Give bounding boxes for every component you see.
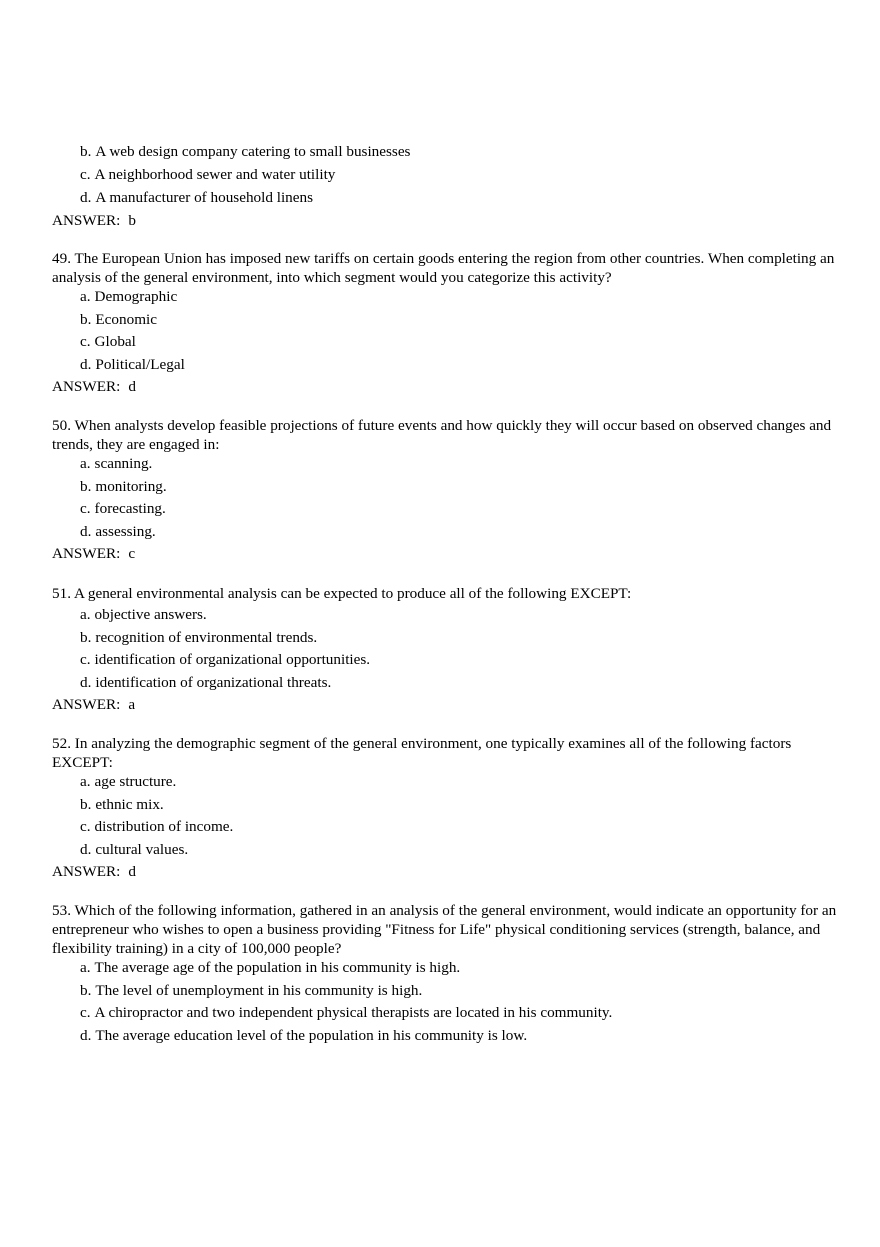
option-b bbox=[80, 795, 842, 814]
option-c bbox=[80, 817, 842, 836]
option-letter: c. bbox=[80, 333, 91, 350]
option-letter: a. bbox=[80, 288, 91, 305]
question-stem bbox=[52, 584, 842, 603]
option-text: objective answers. bbox=[94, 606, 207, 623]
option-letter: b. bbox=[80, 795, 92, 813]
answer-value: b bbox=[128, 212, 136, 229]
option-d bbox=[80, 1026, 842, 1045]
answer bbox=[52, 862, 842, 881]
option-text: cultural values. bbox=[95, 840, 189, 858]
option-letter: a. bbox=[80, 959, 91, 976]
option-a bbox=[80, 772, 842, 791]
answer-label: ANSWER: bbox=[52, 212, 121, 229]
option-letter: d. bbox=[80, 355, 92, 373]
question-stem bbox=[52, 734, 842, 772]
option-c bbox=[80, 332, 842, 351]
option-text: A manufacturer of household linens bbox=[95, 189, 314, 206]
option-a bbox=[80, 454, 842, 473]
answer bbox=[52, 544, 842, 563]
option-b bbox=[80, 628, 842, 647]
answer bbox=[52, 377, 842, 396]
option-letter: c. bbox=[80, 1004, 91, 1021]
question-number: 53. bbox=[52, 902, 71, 919]
question-number: 51. bbox=[52, 585, 71, 602]
option-text: A neighborhood sewer and water utility bbox=[94, 166, 336, 183]
option-text: forecasting. bbox=[94, 500, 166, 517]
question-text: Which of the following information, gathered in an analysis of the general environment, would indicate an opportunity for an entrepreneur who wishes to open a business providing "Fitness for Life" physical conditioning services (strength, balance, and flexibility training) in a city of 100,000 people? bbox=[52, 902, 837, 957]
option-c bbox=[80, 1003, 842, 1022]
option-text: scanning. bbox=[94, 455, 153, 472]
answer-value: a bbox=[128, 696, 136, 713]
option-d bbox=[80, 673, 842, 692]
option-text: A chiropractor and two independent physical therapists are located in his community. bbox=[94, 1004, 613, 1021]
option-a bbox=[80, 958, 842, 977]
option-letter: c. bbox=[80, 651, 91, 668]
option-letter: a. bbox=[80, 606, 91, 623]
option-text: ethnic mix. bbox=[95, 795, 164, 813]
option-d-q48 bbox=[80, 188, 313, 207]
option-letter: d. bbox=[80, 673, 92, 691]
option-letter: b. bbox=[80, 477, 92, 495]
option-text: The average education level of the population in his community is low. bbox=[95, 1026, 528, 1044]
question-text: A general environmental analysis can be expected to produce all of the following EXCEPT: bbox=[73, 585, 632, 602]
question-50 bbox=[52, 416, 842, 563]
option-b-q48 bbox=[80, 142, 410, 161]
option-text: distribution of income. bbox=[94, 818, 234, 835]
option-letter: d. bbox=[80, 189, 92, 206]
option-c bbox=[80, 499, 842, 518]
option-d bbox=[80, 840, 842, 859]
question-stem bbox=[52, 416, 842, 454]
option-a bbox=[80, 287, 842, 306]
option-c-q48 bbox=[80, 165, 335, 184]
option-text: recognition of environmental trends. bbox=[95, 628, 318, 646]
answer-label: ANSWER: bbox=[52, 545, 121, 562]
option-text: Demographic bbox=[94, 288, 178, 305]
option-letter: a. bbox=[80, 773, 91, 790]
option-letter: c. bbox=[80, 500, 91, 517]
question-52 bbox=[52, 734, 842, 881]
answer-label: ANSWER: bbox=[52, 863, 121, 880]
question-number: 50. bbox=[52, 417, 71, 434]
option-letter: b. bbox=[80, 981, 92, 999]
question-text: When analysts develop feasible projections of future events and how quickly they will occur based on observed changes and trends, they are engaged in: bbox=[52, 417, 832, 453]
answer-q48 bbox=[52, 211, 136, 230]
option-a bbox=[80, 605, 842, 624]
question-text: In analyzing the demographic segment of the general environment, one typically examines all of the following factors EXCEPT: bbox=[52, 735, 792, 771]
option-letter: b. bbox=[80, 628, 92, 646]
option-letter: b. bbox=[80, 310, 92, 328]
question-text: The European Union has imposed new tariffs on certain goods entering the region from other countries. When completing an analysis of the general environment, into which segment would you categorize this activity? bbox=[52, 250, 835, 286]
question-stem bbox=[52, 249, 842, 287]
question-53 bbox=[52, 901, 842, 1045]
question-number: 52. bbox=[52, 735, 71, 752]
option-letter: c. bbox=[80, 166, 91, 183]
option-letter: c. bbox=[80, 818, 91, 835]
option-text: assessing. bbox=[95, 522, 156, 540]
answer-value: d bbox=[128, 863, 136, 880]
option-text: Economic bbox=[95, 310, 157, 328]
answer-value: c bbox=[128, 545, 136, 562]
option-text: identification of organizational opportunities. bbox=[94, 651, 371, 668]
option-text: identification of organizational threats. bbox=[95, 673, 332, 691]
option-text: age structure. bbox=[94, 773, 177, 790]
option-letter: d. bbox=[80, 1026, 92, 1044]
question-51 bbox=[52, 584, 842, 714]
option-text: The average age of the population in his community is high. bbox=[94, 959, 461, 976]
option-letter: d. bbox=[80, 522, 92, 540]
option-text: monitoring. bbox=[95, 477, 167, 495]
answer-label: ANSWER: bbox=[52, 696, 121, 713]
option-c bbox=[80, 650, 842, 669]
option-text: A web design company catering to small businesses bbox=[95, 143, 411, 160]
question-49 bbox=[52, 249, 842, 396]
answer bbox=[52, 695, 842, 714]
option-d bbox=[80, 522, 842, 541]
option-letter: b. bbox=[80, 143, 92, 160]
option-text: The level of unemployment in his community is high. bbox=[95, 981, 423, 999]
option-text: Political/Legal bbox=[95, 355, 185, 373]
option-b bbox=[80, 981, 842, 1000]
option-letter: d. bbox=[80, 840, 92, 858]
option-b bbox=[80, 477, 842, 496]
option-b bbox=[80, 310, 842, 329]
option-text: Global bbox=[94, 333, 136, 350]
answer-label: ANSWER: bbox=[52, 378, 121, 395]
option-d bbox=[80, 355, 842, 374]
question-number: 49. bbox=[52, 250, 71, 267]
option-letter: a. bbox=[80, 455, 91, 472]
question-stem bbox=[52, 901, 842, 958]
answer-value: d bbox=[128, 378, 136, 395]
